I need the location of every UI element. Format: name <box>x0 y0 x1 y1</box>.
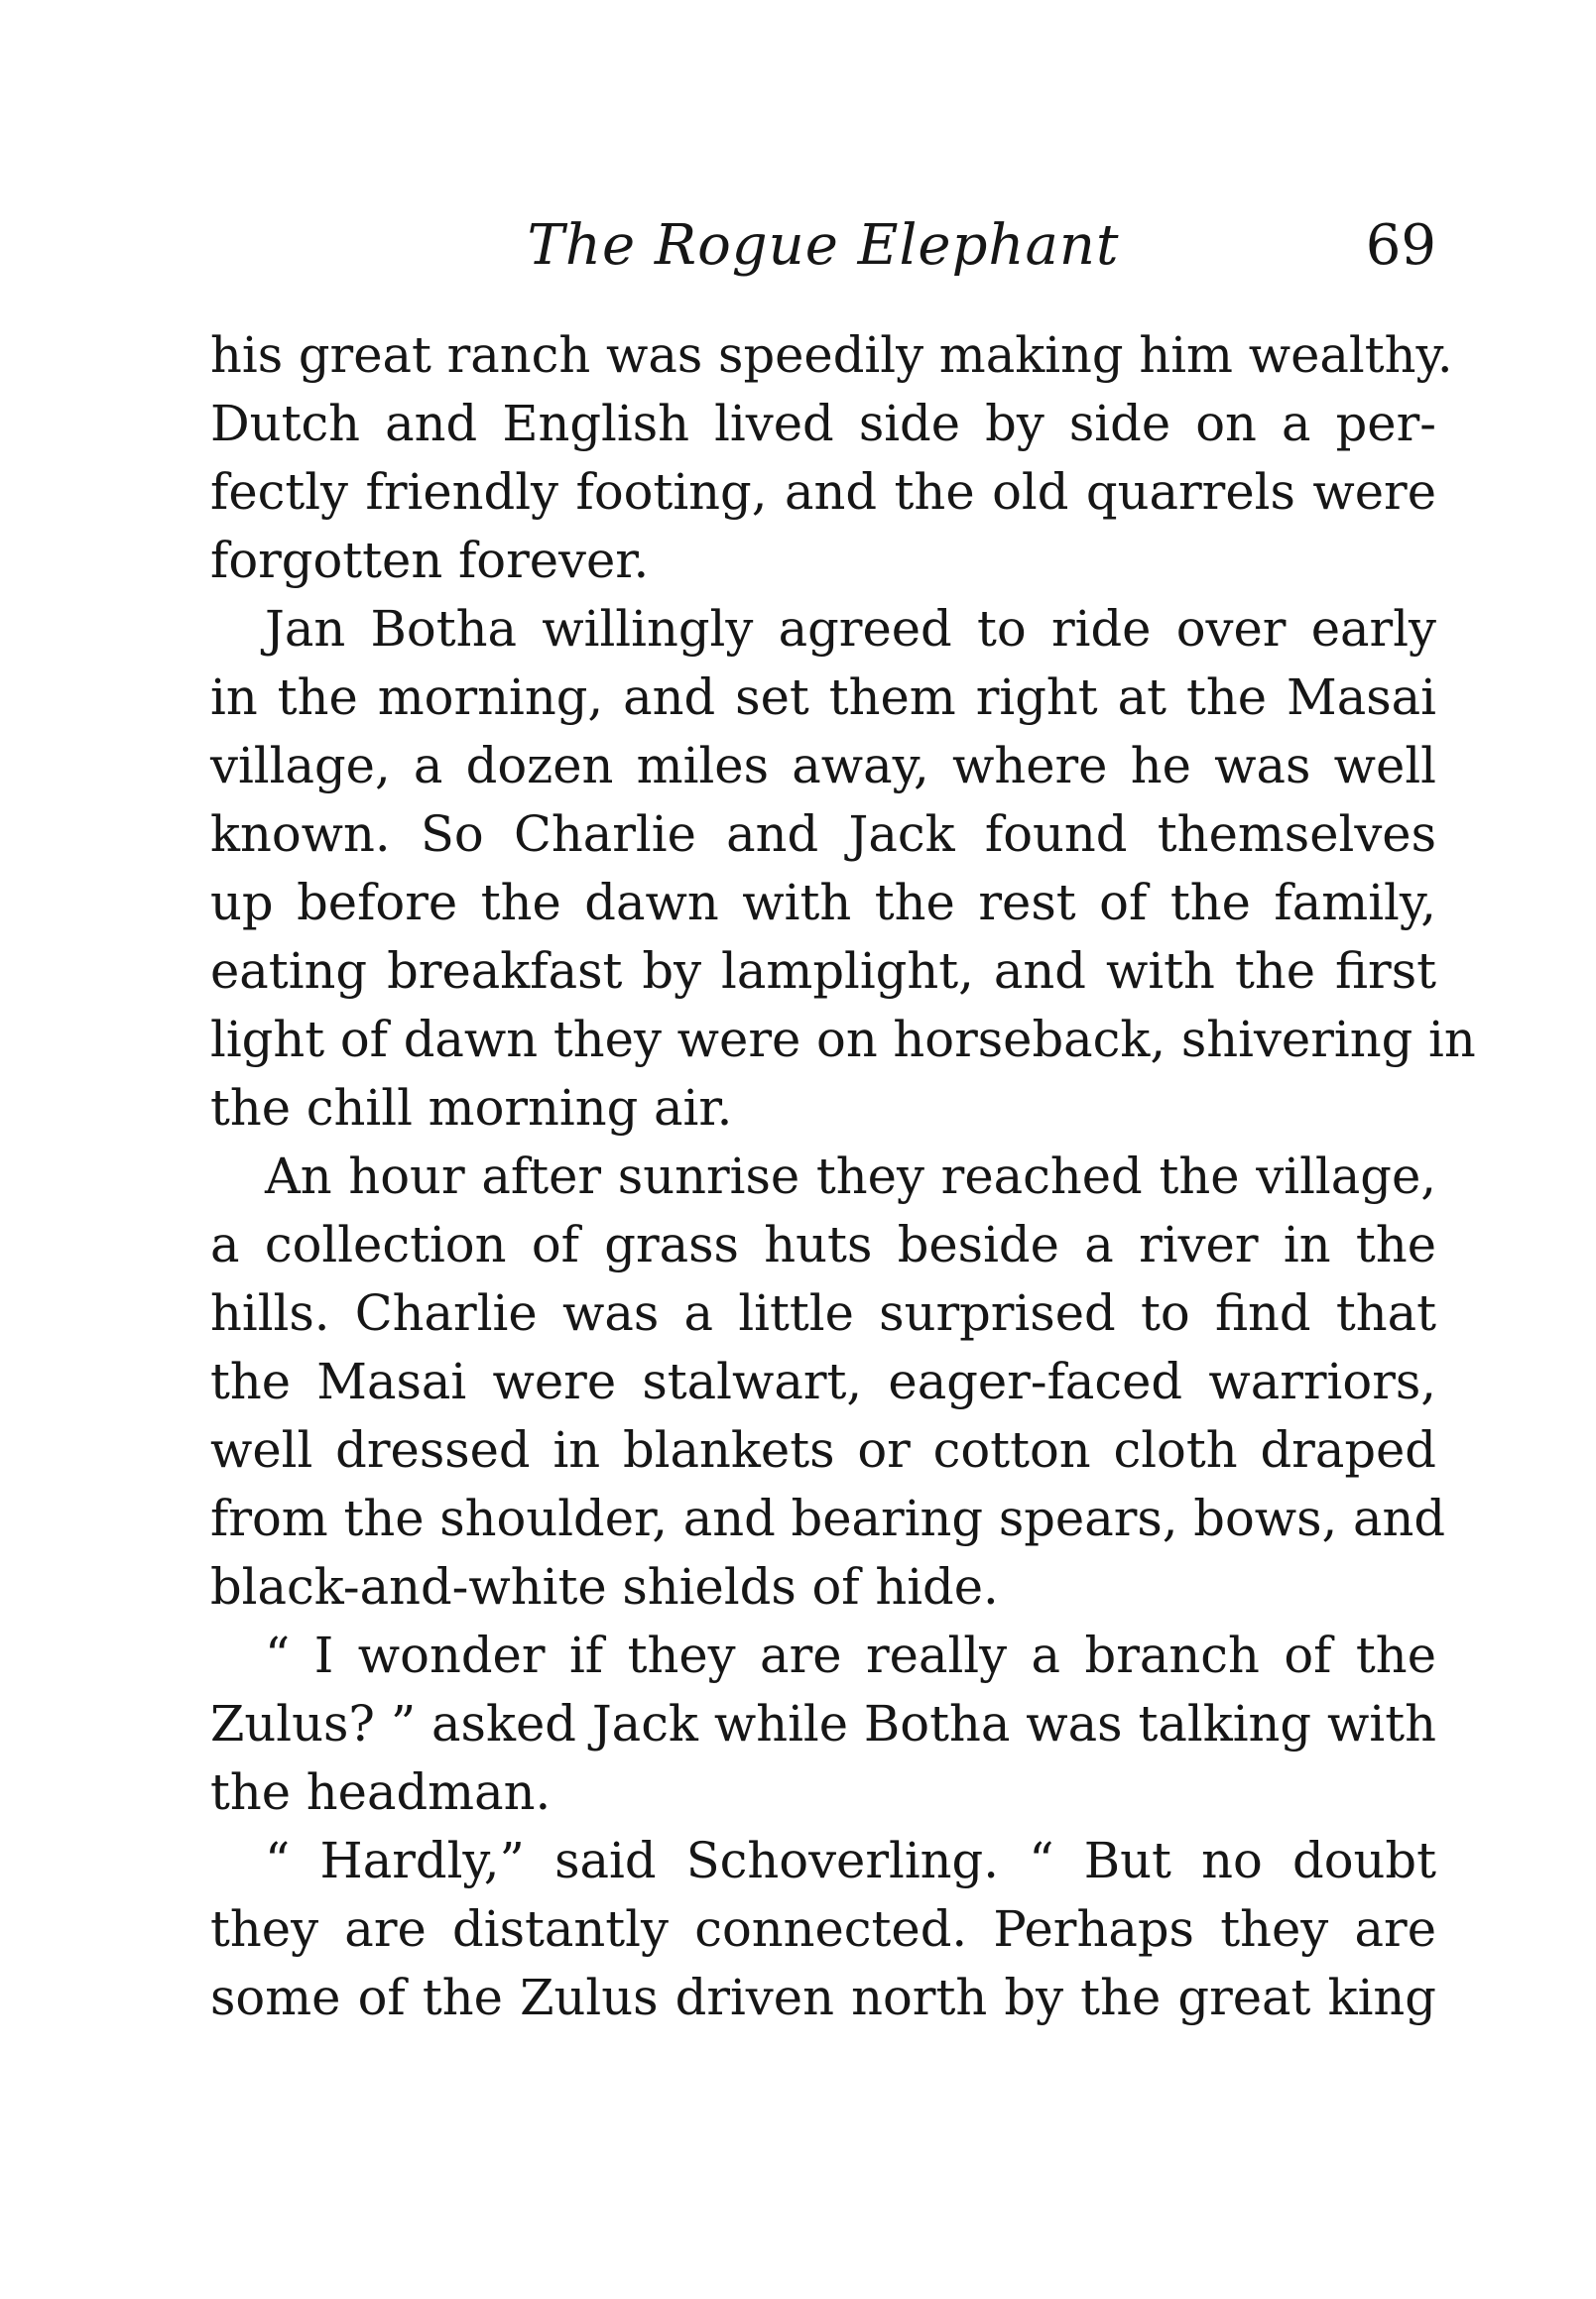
text-line: some of the Zulus driven north by the great king <box>210 1969 1436 2026</box>
running-head <box>210 206 1436 286</box>
page-number: 69 <box>1365 213 1436 278</box>
text-line: fectly friendly footing, and the old quarrels were <box>210 463 1436 521</box>
running-title: The Rogue Elephant <box>527 213 1120 278</box>
text-line: Zulus? ” asked Jack while Botha was talking with <box>210 1695 1436 1753</box>
text-line: light of dawn they were on horseback, shivering in <box>210 1011 1476 1068</box>
text-line: eating breakfast by lamplight, and with the first <box>210 942 1436 1000</box>
text-line: “ I wonder if they are really a branch of the <box>265 1627 1436 1684</box>
text-line: “ Hardly,” said Schoverling. “ But no doubt <box>265 1832 1436 1889</box>
text-line: from the shoulder, and bearing spears, bows, and <box>210 1490 1446 1547</box>
text-line: his great ranch was speedily making him wealthy. <box>210 326 1453 384</box>
body-text <box>210 321 1476 2032</box>
text-line: hills. Charlie was a little surprised to find that <box>210 1284 1436 1342</box>
text-line: black-and-white shields of hide. <box>210 1558 999 1616</box>
text-line: the chill morning air. <box>210 1079 733 1137</box>
text-line: An hour after sunrise they reached the village, <box>265 1148 1436 1205</box>
text-line: well dressed in blankets or cotton cloth draped <box>210 1421 1436 1479</box>
text-line: Jan Botha willingly agreed to ride over early <box>265 600 1436 658</box>
text-line: up before the dawn with the rest of the family, <box>210 874 1436 931</box>
text-line: known. So Charlie and Jack found themselves <box>210 805 1436 863</box>
text-line: village, a dozen miles away, where he was well <box>210 737 1436 794</box>
text-line: forgotten forever. <box>210 532 650 589</box>
text-line: they are distantly connected. Perhaps they are <box>210 1900 1436 1958</box>
text-line: the Masai were stalwart, eager-faced warriors, <box>210 1353 1436 1410</box>
text-line: in the morning, and set them right at the Masai <box>210 668 1436 726</box>
text-line: Dutch and English lived side by side on a per- <box>210 395 1436 452</box>
text-line: the headman. <box>210 1763 552 1821</box>
text-line: a collection of grass huts beside a river in the <box>210 1216 1436 1273</box>
